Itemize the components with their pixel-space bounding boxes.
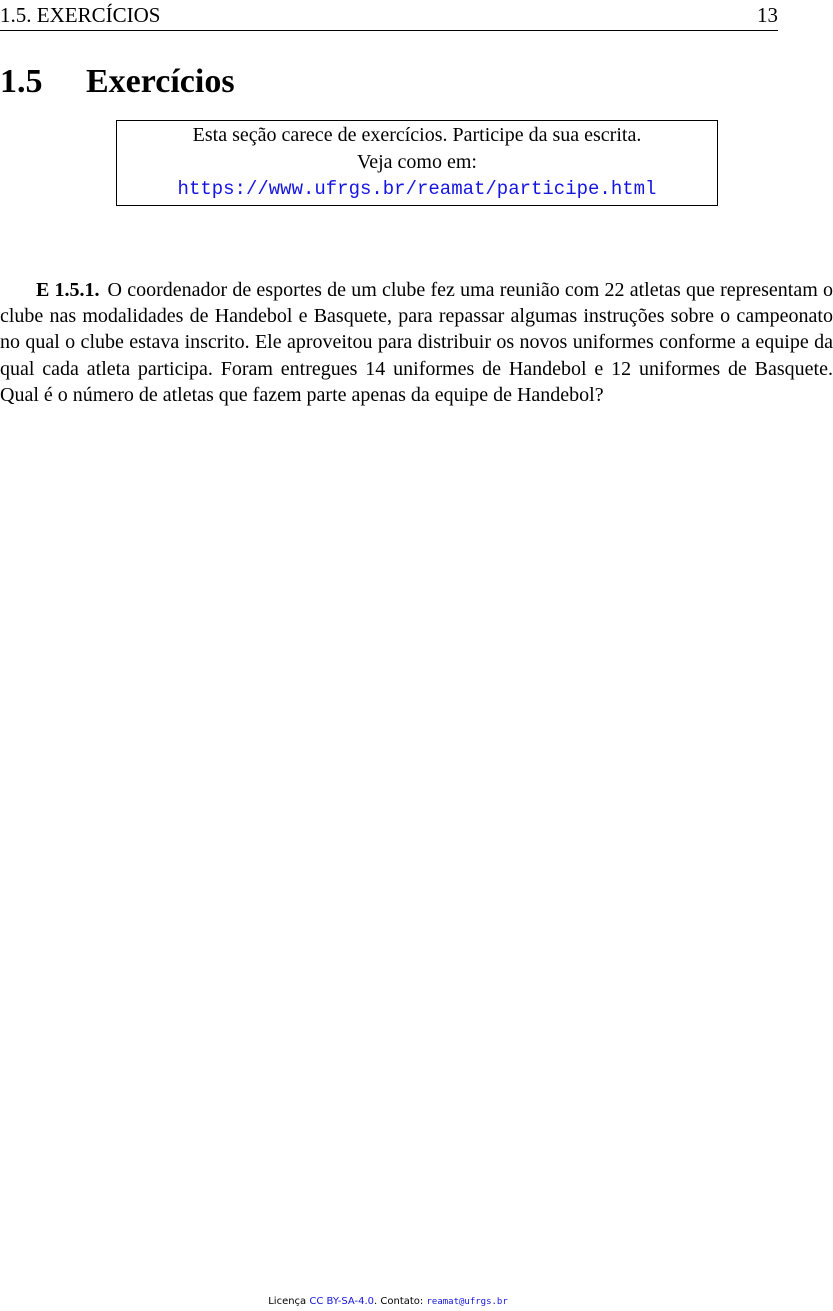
notice-line-2: Veja como em: (357, 151, 477, 173)
license-prefix: Licença (268, 1296, 307, 1307)
section-heading (0, 60, 235, 104)
exercise-label: E 1.5.1. (36, 279, 100, 301)
notice-line-1: Esta seção carece de exercícios. Participe da sua escrita. (192, 124, 642, 146)
section-title: Exercícios (86, 63, 235, 100)
contact-email-link[interactable]: reamat@ufrgs.br (426, 1297, 508, 1307)
page-footer (0, 1296, 776, 1308)
contact-prefix: . Contato: (374, 1296, 424, 1307)
section-number: 1.5 (0, 63, 43, 100)
header-page-number: 13 (757, 3, 778, 27)
exercise-paragraph (0, 277, 833, 408)
header-section-title: 1.5. EXERCÍCIOS (0, 3, 161, 27)
running-header (0, 3, 778, 31)
license-link[interactable]: CC BY-SA-4.0 (309, 1296, 375, 1307)
exercise-text: O coordenador de esportes de um clube fez uma reunião com 22 atletas que representam o clube nas modalidades de Handebol e Basquete, para repassar algumas instruções sobre o campeonato no qual o clube estava inscrito. Ele aproveitou para distribuir os novos uniformes conforme a equipe da qual cada atleta participa. Foram entregues 14 uniformes de Handebol e 12 uniformes de Basquete. Qual é o número de atletas que fazem parte apenas da equipe de Handebol? (0, 279, 833, 406)
contribution-notice-box (116, 120, 718, 206)
participate-link[interactable]: https://www.ufrgs.br/reamat/participe.html (177, 178, 657, 200)
